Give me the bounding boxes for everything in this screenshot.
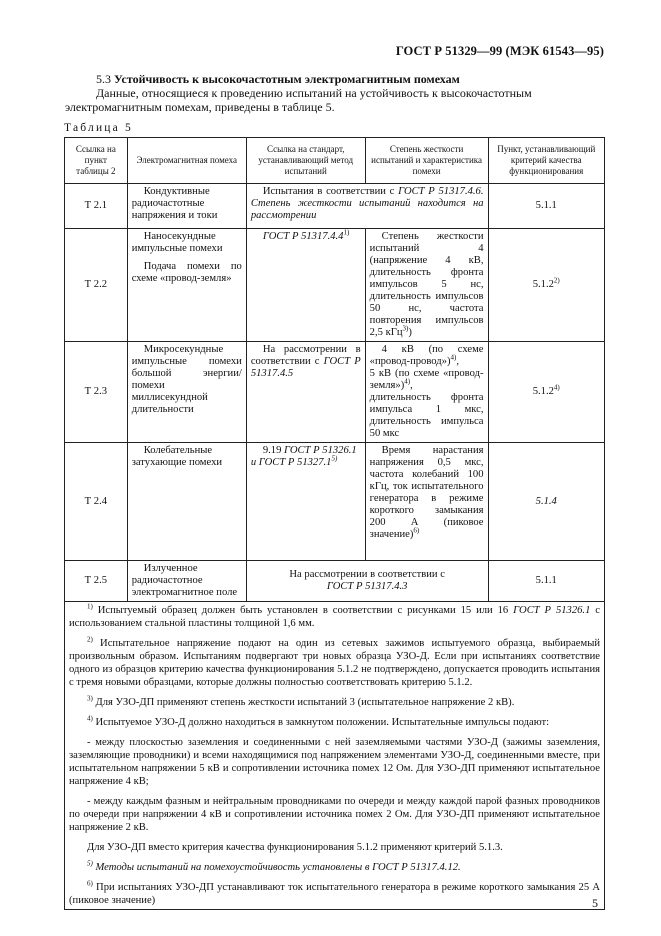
footnote-4-item-1: - между плоскостью заземления и соединенными с ней заземляемыми частями УЗО-Д (зажимы заземления, заземляющие проводники) и всеми находящимися под напряжением элементами УЗО-Д, соединенными вместе, при испытательном напряжении 5 кВ и сопротивлении источника помех 12 Ом. Для УЗО-ДП применяют испытательное напряжение 4 кВ; [69,737,600,787]
table-5 [64,137,605,910]
footnote-4-item-2: - между каждым фазным и нейтральным проводниками по очереди и между каждой парой фазных проводников по очереди при напряжении 4 кВ и сопротивлении источника помех 2 Ом. Для УЗО-ДП применяют испытательное напряжение 2 кВ. [69,796,600,833]
col-header-phenomenon: Электромагнитная помеха [127,138,246,184]
row-severity: 4 кВ (по схеме «провод-провод»)$^{4)}$, 5 кВ (по схеме «провод-земля»)$^{4)}$, длительность фронта импульса 1 мкс, длительность импульса 50 мкс [365,342,488,443]
row-criterion: 5.1.1 [488,561,604,602]
footnote-2: $^{2)}$ Испытательное напряжение подают на один из сетевых зажимов испытуемого образца, выбираемый произвольным образом. Испытаниям подвергают три новых образца УЗО-Д. Если при испытаниях соответствие одного из образцов критерию качества функционирования 5.1.2 не подтверждено, допускается проводить испытания с тремя новыми образцами, которые должны полностью соответствовать критерию 5.1.2. [69,635,600,688]
row-severity: Время нарастания напряжения 0,5 мкс, частота колебаний 100 кГц, ток испытательного генератора в режиме короткого замыкания 200 А (пиковое значение)$^{6)}$ [365,443,488,561]
row-merged-standard: Испытания в соответствии с ГОСТ Р 51317.4.6. Степень жесткости испытаний находится на рассмотрении [246,184,488,229]
table-header-row [65,138,605,184]
table-notes-row [65,602,605,910]
row-ref: Т 2.5 [65,561,128,602]
row-ref: Т 2.2 [65,229,128,342]
row-standard: ГОСТ Р 51317.4.4$^{1)}$ [246,229,365,342]
table-row [65,443,605,561]
table-row [65,342,605,443]
footnote-4: $^{4)}$ Испытуемое УЗО-Д должно находиться в замкнутом положении. Испытательные импульсы подают: [87,714,550,728]
row-phenomenon: Микросекундные импульсные помехи большой энергии/ помехи миллисекундной длительности [127,342,246,443]
table-row [65,561,605,602]
row-phenomenon: Наносекундные импульсные помехи Подача помехи по схеме «провод-земля» [127,229,246,342]
row-criterion: 5.1.2$^{2)}$ [488,229,604,342]
row-standard: 9.19 ГОСТ Р 51326.1 и ГОСТ Р 51327.1$^{5)}$ [246,443,365,561]
row-criterion: 5.1.4 [488,443,604,561]
section-intro: Данные, относящиеся к проведению испытаний на устойчивость к высокочастотным электромагнитным помехам, приведены в таблице 5. [65,86,532,115]
row-merged-standard: На рассмотрении в соответствии с ГОСТ Р 51317.4.3 [246,561,488,602]
row-standard: На рассмотрении в соответствии с ГОСТ Р 51317.4.5 [246,342,365,443]
table-row [65,229,605,342]
footnote-1: $^{1)}$ Испытуемый образец должен быть установлен в соответствии с рисунками 15 или 16 ГОСТ Р 51326.1 с использованием стальной пластины толщиной 1,6 мм. [69,602,600,629]
document-header: ГОСТ Р 51329—99 (МЭК 61543—95) [395,44,604,58]
footnote-6: $^{6)}$ При испытаниях УЗО-ДП устанавливают ток испытательного генератора в режиме короткого замыкания 25 А (пиковое значение) [69,879,600,906]
col-header-criterion: Пункт, устанавливающий критерий качества функционирования [488,138,604,184]
col-header-ref: Ссылка на пункт таблицы 2 [65,138,128,184]
table-caption: Таблица 5 [64,122,133,134]
row-ref: Т 2.3 [65,342,128,443]
footnote-4-item-3: Для УЗО-ДП вместо критерия качества функционирования 5.1.2 применяют критерий 5.1.3. [87,842,503,853]
col-header-standard: Ссылка на стандарт, устанавливающий метод испытаний [246,138,365,184]
footnote-3: $^{3)}$ Для УЗО-ДП применяют степень жесткости испытаний 3 (испытательное напряжение 2 кВ). [87,694,515,708]
col-header-severity: Степень жесткости испытаний и характеристика помехи [365,138,488,184]
row-severity: Степень жесткости испытаний 4 (напряжение 4 кВ, длительность фронта импульсов 5 нс, длительность импульсов 50 нс, частота повторения импульсов 2,5 кГц$^{3)}$) [365,229,488,342]
row-ref: Т 2.1 [65,184,128,229]
row-phenomenon: Колебательные затухающие помехи [127,443,246,561]
table-row [65,184,605,229]
row-criterion: 5.1.2$^{4)}$ [488,342,604,443]
section-title: Устойчивость к высокочастотным электромагнитным помехам [114,72,460,86]
row-phenomenon: Кондуктивные радиочастотные напряжения и токи [127,184,246,229]
table-notes [65,602,605,910]
row-ref: Т 2.4 [65,443,128,561]
section-number: 5.3 [96,72,111,86]
page-number: 5 [592,896,598,910]
footnote-5: $^{5)}$ Методы испытаний на помехоустойчивость установлены в ГОСТ Р 51317.4.12. [87,859,461,873]
section-heading [96,72,606,86]
row-phenomenon: Излученное радиочастотное электромагнитное поле [127,561,246,602]
row-criterion: 5.1.1 [488,184,604,229]
